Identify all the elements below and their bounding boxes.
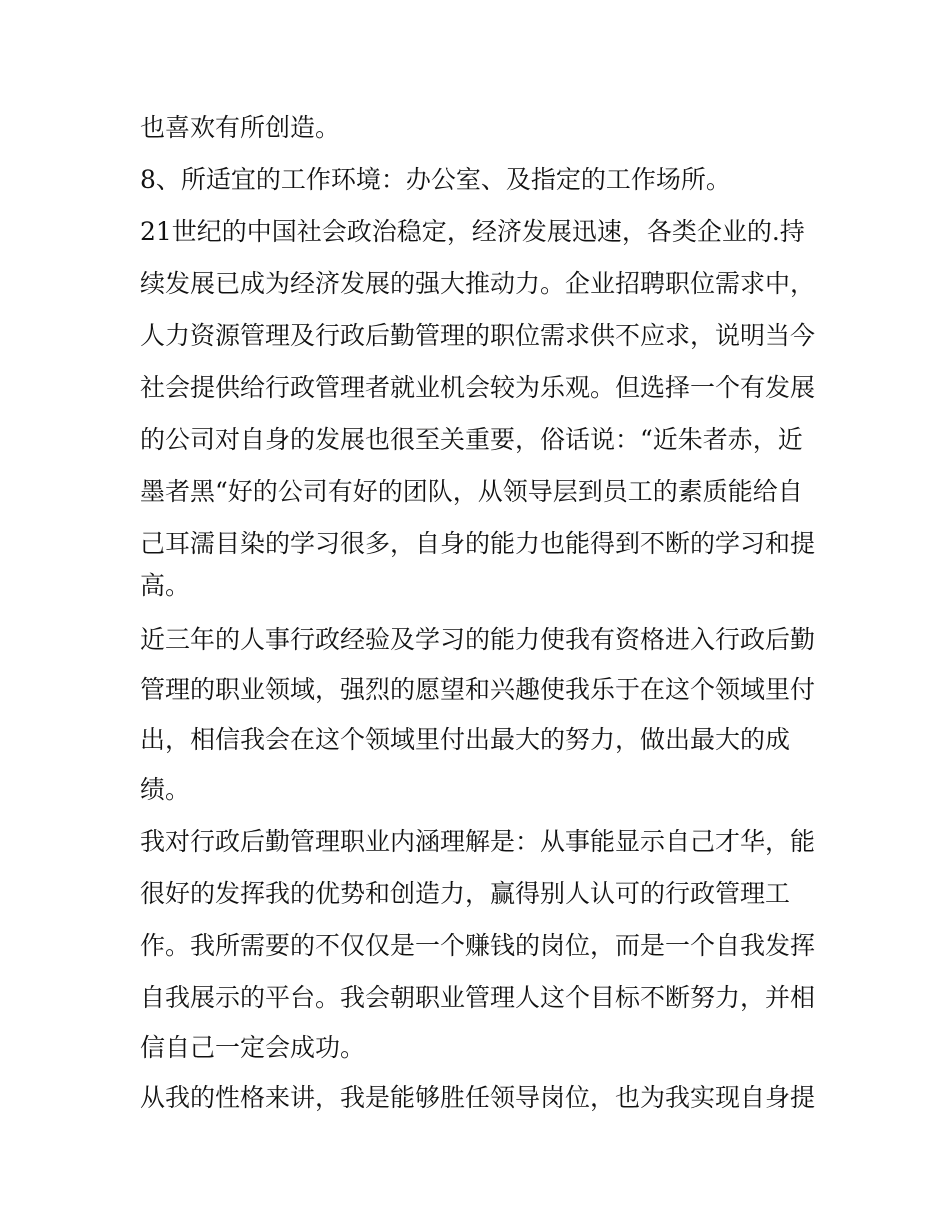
text-line: 社会提供给行政管理者就业机会较为乐观。但选择一个有发展 — [140, 373, 816, 402]
text-line: 绩。 — [140, 775, 191, 804]
text-line: 从我的性格来讲，我是能够胜任领导岗位，也为我实现自身提 — [140, 1083, 816, 1112]
text-line: 近三年的人事行政经验及学习的能力使我有资格进入行政后勤 — [140, 625, 816, 654]
text-line: 8、所适宜的工作环境：办公室、及指定的工作场所。 — [140, 165, 731, 194]
text-line: 的公司对自身的发展也很至关重要，俗话说：“近朱者赤，近 — [140, 425, 803, 454]
text-line: 出，相信我会在这个领域里付出最大的努力，做出最大的成 — [140, 725, 791, 754]
text-line: 也喜欢有所创造。 — [140, 113, 341, 142]
text-line: 作。我所需要的不仅仅是一个赚钱的岗位，而是一个自我发挥 — [140, 931, 816, 960]
text-line: 自我展示的平台。我会朝职业管理人这个目标不断努力，并相 — [140, 983, 816, 1012]
text-line: 高。 — [140, 571, 191, 600]
text-line: 墨者黑“好的公司有好的团队，从领导层到员工的素质能给自 — [140, 477, 803, 506]
text-line: 我对行政后勤管理职业内涵理解是：从事能显示自己才华，能 — [140, 827, 816, 856]
text-line: 己耳濡目染的学习很多，自身的能力也能得到不断的学习和提 — [140, 529, 816, 558]
text-line: 信自己一定会成功。 — [140, 1033, 366, 1062]
text-line: 21世纪的中国社会政治稳定，经济发展迅速，各类企业的.持 — [140, 217, 805, 246]
text-line: 管理的职业领域，强烈的愿望和兴趣使我乐于在这个领域里付 — [140, 675, 816, 704]
text-line: 很好的发挥我的优势和创造力，赢得别人认可的行政管理工 — [140, 879, 791, 908]
text-line: 人力资源管理及行政后勤管理的职位需求供不应求，说明当今 — [140, 321, 816, 350]
text-line: 续发展已成为经济发展的强大推动力。企业招聘职位需求中， — [140, 269, 816, 298]
